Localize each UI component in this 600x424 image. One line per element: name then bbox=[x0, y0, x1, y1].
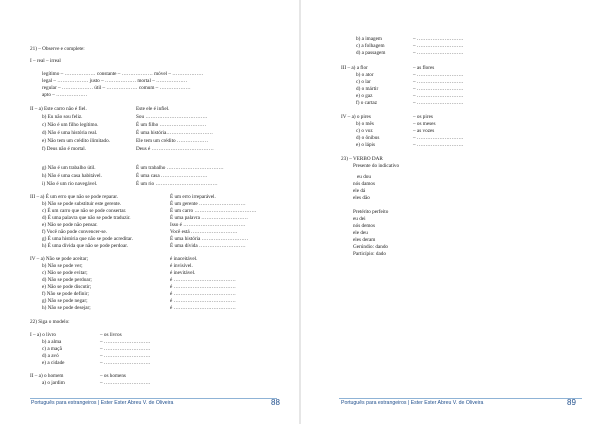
text-line: h) Não é uma casa habitável. bbox=[42, 173, 102, 179]
text-line: é ……………………………… bbox=[170, 284, 236, 290]
text-line: e) Não se pode discutir; bbox=[42, 284, 92, 290]
text-line: IV – a) Não se pode aceitar; bbox=[30, 256, 89, 262]
text-line: É uma palavra ……………………… bbox=[170, 215, 248, 221]
exercise-22-title: 22) Siga o modelo: bbox=[30, 319, 70, 325]
text-line: é inevitável. bbox=[170, 270, 196, 276]
text-line: II – a) o homem bbox=[30, 373, 64, 379]
text-line: Particípio: dado bbox=[353, 251, 386, 257]
text-line: b) o mês bbox=[356, 121, 374, 127]
text-line: b) Eu não sou feliz. bbox=[42, 114, 83, 120]
text-line: apto – ……………… bbox=[42, 92, 88, 98]
text-line: é ……………………………… bbox=[170, 298, 236, 304]
text-line: g) Não é um trabalho útil. bbox=[42, 165, 96, 171]
text-line: eu dou bbox=[357, 174, 371, 180]
exercise-23-title: 23) – VERBO DAR bbox=[341, 156, 383, 162]
text-line: é inaceitável. bbox=[170, 256, 198, 262]
text-line: eles dão bbox=[353, 195, 370, 201]
text-line: – ……………………… bbox=[413, 72, 464, 78]
text-line: É um filho ……………………… bbox=[136, 122, 207, 128]
text-line: É uma história ……………………… bbox=[170, 236, 249, 242]
text-line: d) Não se pode perdoar; bbox=[42, 277, 92, 283]
text-line: ele dá bbox=[353, 188, 366, 194]
text-line: eu dei bbox=[353, 216, 366, 222]
text-line: Deus é ……………………………… bbox=[136, 146, 214, 152]
text-line: Sou ……………………………… bbox=[136, 114, 208, 120]
text-line: é ……………………………… bbox=[170, 291, 236, 297]
text-line: c) É um carro que não se pode consertar. bbox=[42, 208, 127, 214]
text-line: legítimo – ……………… constante – ……………… móvel – ……………… bbox=[42, 71, 204, 77]
text-line: Presente do indicativo bbox=[353, 163, 400, 169]
text-line: – os livros bbox=[100, 332, 122, 338]
text-line: IV – a) o pires bbox=[341, 114, 371, 120]
text-line: – ……………………… bbox=[413, 142, 464, 148]
text-line: d) É uma palavra que não se pode traduzir. bbox=[42, 215, 131, 221]
text-line: d) Não é uma história real. bbox=[42, 130, 98, 136]
text-line: É um carro ……………………………… bbox=[170, 208, 257, 214]
text-line: b) o ator bbox=[356, 72, 374, 78]
text-line: É um rio ……………………………… bbox=[136, 181, 218, 187]
text-line: b) a imagem bbox=[356, 36, 382, 42]
page-88 bbox=[0, 0, 299, 424]
text-line: d) o ônibus bbox=[356, 135, 380, 141]
text-line: f) Não se pode definir; bbox=[42, 291, 89, 297]
text-line: legal – ……………… justo – ……………… mortal – ……………… bbox=[42, 78, 188, 84]
text-line: d) a passagem bbox=[356, 50, 386, 56]
text-line: – ……………………… bbox=[413, 100, 464, 106]
text-line: – ……………………… bbox=[413, 43, 464, 49]
text-line: É uma casa ……………………… bbox=[136, 173, 208, 179]
text-line: Ele tem um crédito ……………… bbox=[136, 138, 209, 144]
text-line: Pretérito perfeito bbox=[353, 209, 389, 215]
text-line: b) Não se pode substituir este gerente. bbox=[42, 201, 122, 207]
page-89 bbox=[301, 0, 600, 424]
text-line: – os homens bbox=[100, 373, 126, 379]
text-line: ele deu bbox=[353, 230, 368, 236]
text-line: c) a folhagem bbox=[356, 43, 385, 49]
text-line: e) Não tem um crédito ilimitado. bbox=[42, 138, 110, 144]
text-line: e) a cidade bbox=[42, 360, 65, 366]
text-line: – ……………………… bbox=[100, 353, 151, 359]
text-line: b) Não se pode ver; bbox=[42, 263, 83, 269]
text-line: Isso é ……………………………… bbox=[170, 222, 246, 228]
text-line: g) É uma história que não se pode acreditar. bbox=[42, 236, 133, 242]
text-line: – os meses bbox=[413, 121, 436, 127]
text-line: f) o cartaz bbox=[356, 100, 378, 106]
text-line: i) Não é um rio navegável. bbox=[42, 181, 98, 187]
text-line: c) o lar bbox=[356, 79, 371, 85]
text-line: nós demos bbox=[353, 223, 376, 229]
text-line: regular – ……………… útil – ……………… comum – ……………… bbox=[42, 85, 191, 91]
text-line: – ……………………… bbox=[100, 346, 151, 352]
text-line: h) É uma dívida que não se pode perdoar. bbox=[42, 243, 128, 249]
text-line: c) o voz bbox=[356, 128, 373, 134]
exercise-21-title: 21) – Observe e complete: bbox=[30, 46, 85, 52]
text-line: III – a) É um erro que não se pode reparar. bbox=[30, 194, 119, 200]
text-line: Você está ……………………… bbox=[170, 229, 238, 235]
footer-text: Português para estrangeiros | Ester Ester Abreu V. de Oliveira bbox=[341, 400, 484, 406]
text-line: É um trabalho …………………………… bbox=[136, 165, 224, 171]
text-line: d) a avó bbox=[42, 353, 59, 359]
text-line: é ……………………………… bbox=[170, 305, 236, 311]
text-line: b) a alma bbox=[42, 339, 62, 345]
text-line: eles deram bbox=[353, 237, 376, 243]
text-line: – ……………………… bbox=[413, 86, 464, 92]
text-line: g) Não se pode negar; bbox=[42, 298, 88, 304]
text-line: – ……………………… bbox=[100, 339, 151, 345]
text-line: é ……………………………… bbox=[170, 277, 236, 283]
text-line: É um erro irreparável. bbox=[170, 194, 216, 200]
text-line: c) a maçã bbox=[42, 346, 62, 352]
text-line: É uma história……………………… bbox=[136, 130, 213, 136]
text-line: f) Deus não é mortal. bbox=[42, 146, 86, 152]
text-line: É uma dívida ……………………… bbox=[170, 243, 246, 249]
text-line: é invisível. bbox=[170, 263, 193, 269]
text-line: – as vozes bbox=[413, 128, 435, 134]
text-line: – as flores bbox=[413, 65, 435, 71]
text-line: a) o jardim bbox=[42, 380, 65, 386]
text-line: – os pires bbox=[413, 114, 433, 120]
text-line: Gerúndio: dando bbox=[353, 244, 389, 250]
text-line: Este ele é infiel. bbox=[136, 106, 170, 112]
text-line: III – a) a flor bbox=[341, 65, 368, 71]
text-line: e) o gaz bbox=[356, 93, 373, 99]
section-I-heading: I – real – irreal bbox=[30, 58, 61, 64]
text-line: c) Não se pode evitar; bbox=[42, 270, 88, 276]
text-line: I – a) o livro bbox=[30, 332, 56, 338]
footer-text: Português para estrangeiros | Ester Ester Abreu V. de Oliveira bbox=[31, 400, 174, 406]
text-line: d) o mártir bbox=[356, 86, 379, 92]
text-line: – ……………………… bbox=[413, 36, 464, 42]
text-line: e) o lápis bbox=[356, 142, 376, 148]
text-line: e) Não se pode não pensar. bbox=[42, 222, 98, 228]
text-line: – ……………………… bbox=[413, 93, 464, 99]
text-line: II – a) Este carro não é fiel. bbox=[30, 106, 87, 112]
text-line: – ……………………… bbox=[100, 380, 151, 386]
text-line: f) Você não pode convencer-se. bbox=[42, 229, 107, 235]
text-line: – ……………………… bbox=[413, 50, 464, 56]
text-line: h) Não se pode desejar; bbox=[42, 305, 91, 311]
text-line: c) Não é um filho legítimo. bbox=[42, 122, 99, 128]
text-line: É um gerente ……………………… bbox=[170, 201, 246, 207]
page-number: 89 bbox=[567, 398, 576, 407]
text-line: – ……………………… bbox=[100, 360, 151, 366]
text-line: – ……………………… bbox=[413, 135, 464, 141]
text-line: – ……………………… bbox=[413, 79, 464, 85]
text-line: nós damos bbox=[353, 181, 376, 187]
page-number: 88 bbox=[271, 398, 280, 407]
